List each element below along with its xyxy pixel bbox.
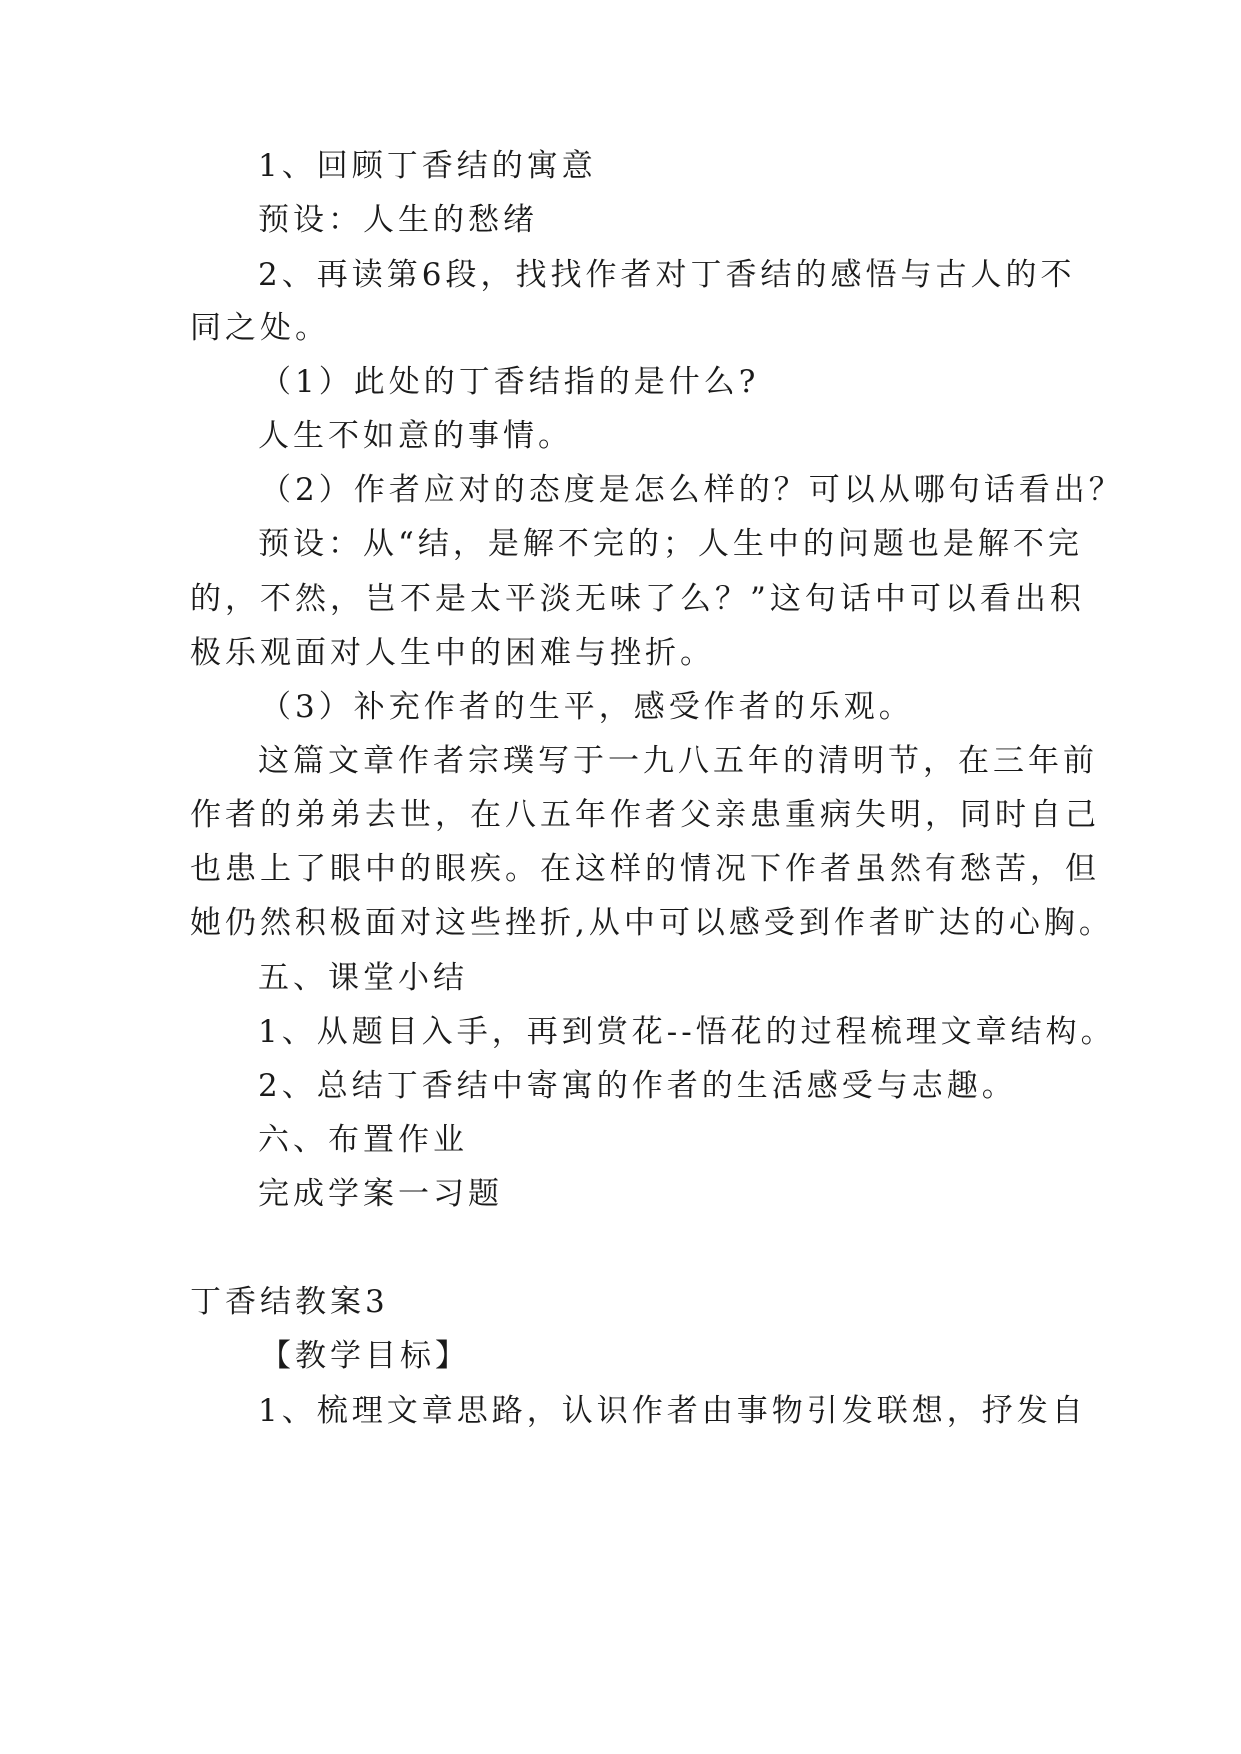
text-line: 的，不然，岂不是太平淡无味了么？”这句话中可以看出积 — [190, 581, 1085, 617]
text-line: 她仍然积极面对这些挫折,从中可以感受到作者旷达的心胸。 — [190, 905, 1114, 941]
text-line: 极乐观面对人生中的困难与挫折。 — [190, 635, 715, 671]
text-line: 预设：从“结，是解不完的；人生中的问题也是解不完 — [258, 526, 1083, 562]
text-line: 作者的弟弟去世，在八五年作者父亲患重病失明，同时自己 — [190, 797, 1100, 833]
text-line: 这篇文章作者宗璞写于一九八五年的清明节，在三年前 — [258, 743, 1098, 779]
document-title: 丁香结教案3 — [190, 1284, 389, 1320]
section-heading: 六、布置作业 — [258, 1122, 468, 1158]
text-line: （3）补充作者的生平，感受作者的乐观。 — [260, 689, 914, 725]
section-heading: 【教学目标】 — [260, 1338, 470, 1374]
text-line: 完成学案一习题 — [258, 1176, 503, 1212]
text-line: 2、总结丁香结中寄寓的作者的生活感受与志趣。 — [258, 1068, 1017, 1104]
text-line: 1、回顾丁香结的寓意 — [258, 148, 597, 184]
text-line: 2、再读第6段，找找作者对丁香结的感悟与古人的不 — [258, 257, 1076, 293]
text-line: （1）此处的丁香结指的是什么? — [260, 364, 760, 400]
text-line: 1、梳理文章思路，认识作者由事物引发联想，抒发自 — [258, 1393, 1087, 1429]
text-line: 也患上了眼中的眼疾。在这样的情况下作者虽然有愁苦，但 — [190, 851, 1100, 887]
text-line: 1、从题目入手，再到赏花--悟花的过程梳理文章结构。 — [258, 1014, 1116, 1050]
text-line: 同之处。 — [190, 310, 330, 346]
section-heading: 五、课堂小结 — [258, 960, 468, 996]
text-line: 预设：人生的愁绪 — [258, 202, 538, 238]
text-line: （2）作者应对的态度是怎么样的？可以从哪句话看出？ — [260, 472, 1124, 508]
text-line: 人生不如意的事情。 — [258, 418, 573, 454]
